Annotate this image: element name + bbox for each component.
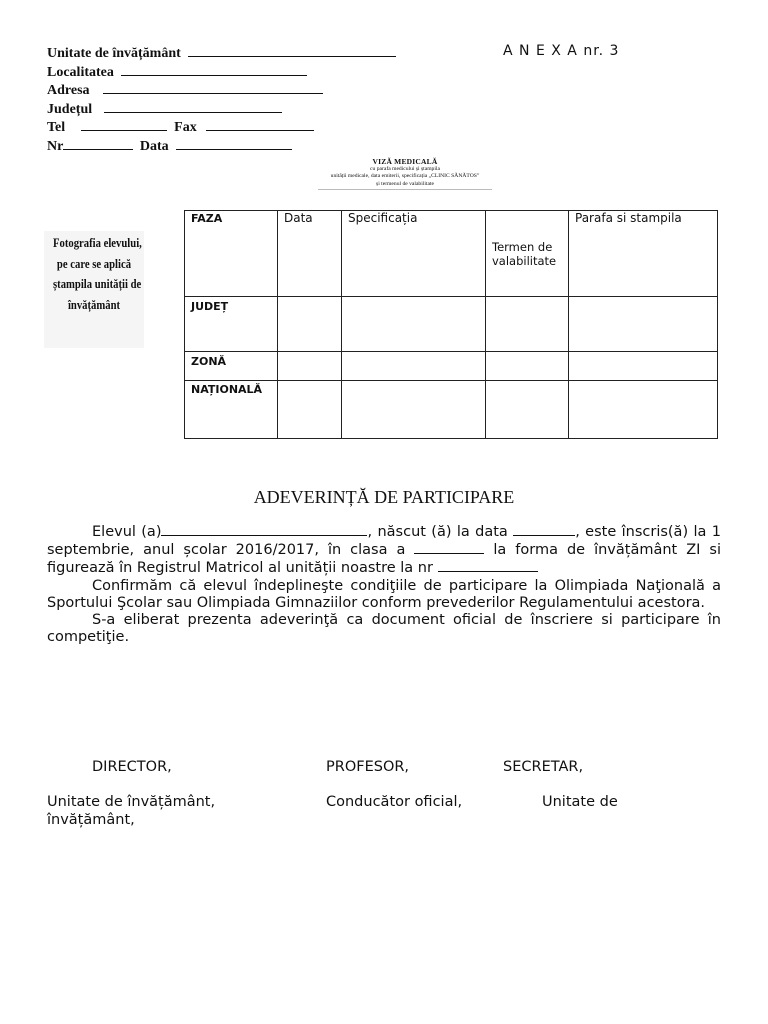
cell-blank xyxy=(486,297,569,352)
cell-blank xyxy=(486,381,569,439)
signature-secretar: SECRETAR, xyxy=(503,759,584,775)
tel-line xyxy=(81,118,167,131)
cell-blank xyxy=(278,297,342,352)
header-termen: Termen de valabilitate xyxy=(486,211,569,297)
row-zona-label: ZONĂ xyxy=(185,352,278,381)
school-row xyxy=(47,44,396,63)
address-row xyxy=(47,81,396,100)
photo-caption-line-3: ștampila unității de xyxy=(53,276,142,291)
locality-label: Localitatea xyxy=(47,64,114,80)
photo-caption-line-1: Fotografia elevului, xyxy=(53,235,142,250)
county-label: Județul xyxy=(47,101,93,117)
medical-visa-table xyxy=(184,210,718,439)
cell-blank xyxy=(278,381,342,439)
medical-visa-note xyxy=(318,158,492,188)
date-line xyxy=(176,137,292,150)
document-body xyxy=(47,523,721,646)
header-parafa: Parafa si stampila xyxy=(569,211,718,297)
locality-row xyxy=(47,63,396,82)
county-row xyxy=(47,100,396,119)
photo-caption-line-4: învățământ xyxy=(67,296,121,312)
header-faza: FAZA xyxy=(185,211,278,297)
student-name-blank xyxy=(161,523,367,536)
paragraph-issued: S-a eliberat prezenta adeverinţă ca document oficial de înscriere si participare în competiţie. xyxy=(47,612,721,646)
paragraph-confirmation: Confirmăm că elevul îndeplineşte condiţiile de participare la Olimpiada Naţională a Sportului Şcolar sau Olimpiada Gimnaziilor conform prevederilor Regulamentului acestora. xyxy=(47,577,721,611)
school-label: Unitate de învățământ xyxy=(47,46,181,61)
medical-visa-divider xyxy=(318,189,492,190)
cell-blank xyxy=(342,297,486,352)
fax-label: Fax xyxy=(174,120,197,136)
table-row xyxy=(185,352,718,381)
paragraph-enrollment: Elevul (a) , născut (ă) la data , este înscris(ă) la 1 septembrie, anul școlar 2016/2017, în clasa a la forma de învățământ ZI si figurează în Registrul Matricol al unității noastre la nr xyxy=(47,524,721,577)
signature-director: DIRECTOR, xyxy=(92,759,172,775)
cell-blank xyxy=(278,352,342,381)
table-row xyxy=(185,297,718,352)
row-judet-label: JUDEȚ xyxy=(185,297,278,352)
cell-blank xyxy=(569,381,718,439)
table-row xyxy=(185,381,718,439)
cell-blank xyxy=(569,352,718,381)
cell-blank xyxy=(486,352,569,381)
table-header-row xyxy=(185,211,718,297)
photo-caption-line-2: pe care se aplică xyxy=(56,255,132,271)
signature-profesor: PROFESOR, xyxy=(326,759,410,775)
nr-label: Nr xyxy=(47,138,64,154)
nr-date-row xyxy=(47,137,396,156)
tel-label: Tel xyxy=(47,120,66,136)
tel-fax-row xyxy=(47,118,396,137)
nr-line xyxy=(63,137,133,150)
signature-director-role: Unitate de învățământ, xyxy=(47,794,216,810)
address-label: Adresa xyxy=(47,83,90,99)
class-blank xyxy=(414,541,484,554)
signature-profesor-role: Conducător oficial, xyxy=(326,794,463,810)
row-national-label: NAȚIONALĂ xyxy=(185,381,278,439)
medical-visa-line-3: și termenul de valabilitate xyxy=(376,180,434,187)
signature-secretar-role-cont: învățământ, xyxy=(47,812,135,828)
address-line xyxy=(103,81,323,94)
cell-blank xyxy=(569,297,718,352)
photo-placeholder xyxy=(44,231,144,348)
date-label: Data xyxy=(139,138,169,154)
birth-date-blank xyxy=(513,523,575,536)
annex-number: A N E X A nr. 3 xyxy=(503,43,620,59)
register-number-blank xyxy=(438,559,538,572)
header-specificatie: Specificația xyxy=(342,211,486,297)
school-line xyxy=(188,44,396,57)
header-fields xyxy=(47,44,396,156)
cell-blank xyxy=(342,352,486,381)
medical-visa-title: VIZĂ MEDICALĂ xyxy=(372,157,438,166)
medical-visa-line-2: unității medicale, data emiterii, specificația „CLINIC SĂNĂTOS” xyxy=(330,173,480,180)
signature-secretar-role: Unitate de xyxy=(542,794,618,810)
fax-line xyxy=(206,118,314,131)
document-title: ADEVERINȚĂ DE PARTICIPARE xyxy=(253,487,515,507)
cell-blank xyxy=(342,381,486,439)
medical-visa-line-1: cu parafa medicului și ștampila xyxy=(370,165,440,172)
photo-caption xyxy=(53,233,142,315)
header-data: Data xyxy=(278,211,342,297)
county-line xyxy=(104,100,282,113)
locality-line xyxy=(121,63,307,76)
